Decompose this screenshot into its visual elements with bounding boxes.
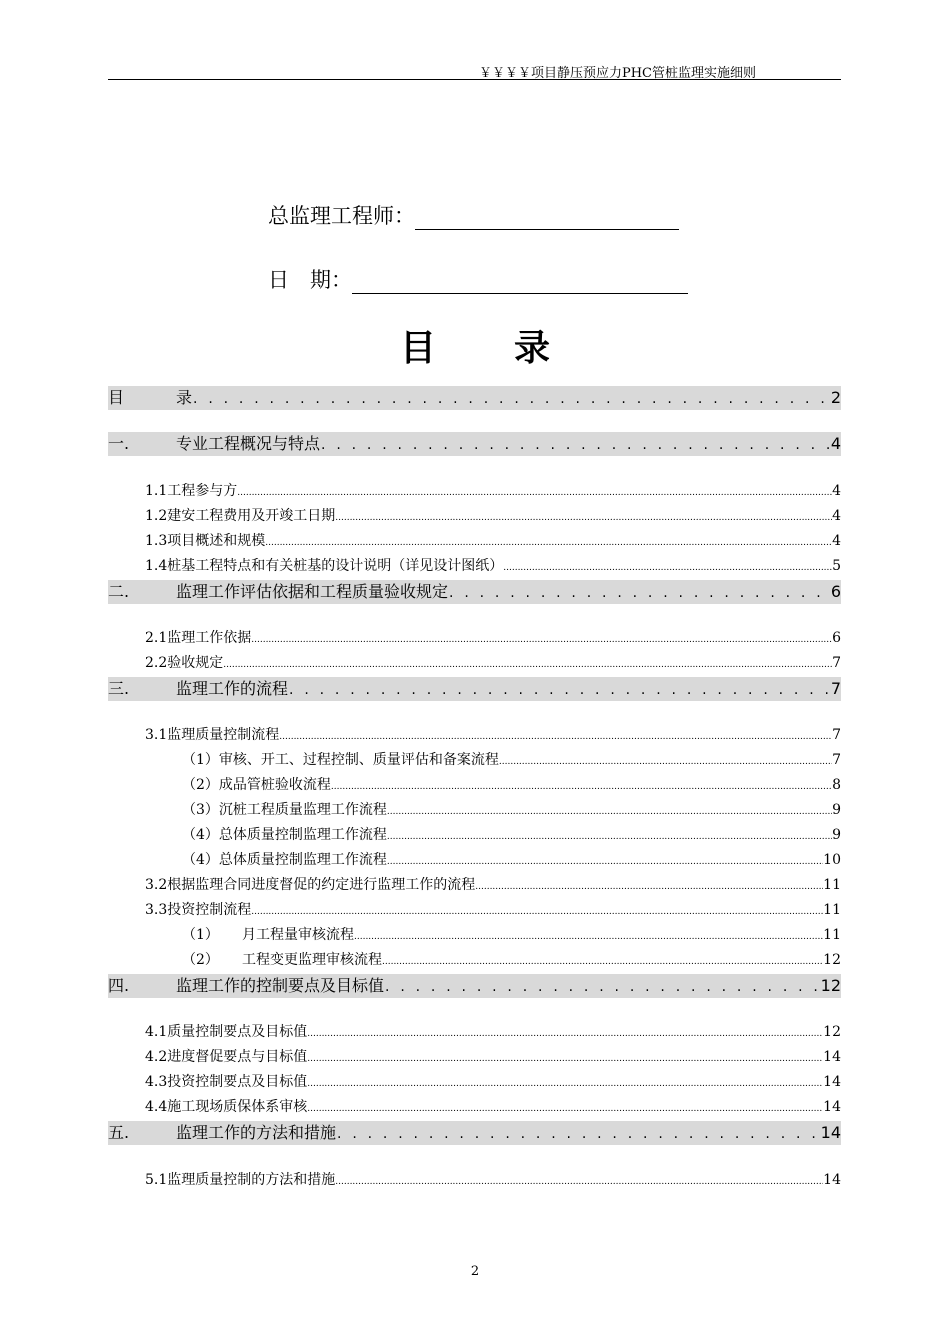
toc-label: 3.1监理质量控制流程 <box>145 727 280 743</box>
toc-leader <box>387 852 823 872</box>
toc-leader <box>382 952 823 972</box>
toc-leader <box>307 1074 823 1094</box>
toc-label: 月工程量审核流程 <box>242 927 354 943</box>
toc-leader <box>307 1024 823 1044</box>
toc-entry-l3[interactable] <box>182 925 841 945</box>
toc-page: 12 <box>823 952 841 968</box>
toc-page: 12 <box>820 976 841 995</box>
toc-leader <box>251 902 823 922</box>
page-number: 2 <box>470 1264 480 1279</box>
toc-entry-l1[interactable] <box>108 386 841 410</box>
toc-entry-l2[interactable] <box>145 1097 841 1117</box>
toc-leader <box>384 975 821 999</box>
toc-page: 4 <box>832 533 841 549</box>
toc-page: 9 <box>832 827 841 843</box>
toc-label: （2）成品管桩验收流程 <box>182 777 331 793</box>
toc-num: 五. <box>108 1123 130 1142</box>
toc-entry-l1[interactable] <box>108 974 841 998</box>
toc-leader <box>307 1099 823 1119</box>
toc-label: （3）沉桩工程质量监理工作流程 <box>182 802 387 818</box>
toc-page: 6 <box>830 582 841 601</box>
toc-leader <box>223 655 832 675</box>
toc-num: 目 <box>108 388 125 407</box>
toc-entry-l1[interactable] <box>108 432 841 456</box>
toc-entry-l3[interactable] <box>182 950 841 970</box>
toc-entry-l1[interactable] <box>108 580 841 604</box>
toc-label: 监理工作评估依据和工程质量验收规定 <box>176 582 449 601</box>
toc-page: 11 <box>823 927 841 943</box>
toc-label: （4）总体质量控制监理工作流程 <box>182 852 387 868</box>
toc-entry-l2[interactable] <box>145 481 841 501</box>
toc-label: 2.1监理工作依据 <box>145 630 252 646</box>
toc-label: （4）总体质量控制监理工作流程 <box>182 827 387 843</box>
toc-leader <box>331 777 832 797</box>
toc-entry-l2[interactable] <box>145 556 841 576</box>
toc-page: 14 <box>823 1074 841 1090</box>
toc-label: 4.2进度督促要点与目标值 <box>145 1049 308 1065</box>
toc-page: 8 <box>832 777 841 793</box>
toc-entry-l3[interactable] <box>182 850 841 870</box>
toc-leader <box>237 483 832 503</box>
toc-label: 专业工程概况与特点 <box>176 434 321 453</box>
toc-entry-l2[interactable] <box>145 875 841 895</box>
toc-label: 3.3投资控制流程 <box>145 902 252 918</box>
toc-entry-l2[interactable] <box>145 725 841 745</box>
toc-leader <box>448 581 831 605</box>
toc-page: 12 <box>823 1024 841 1040</box>
toc-entry-l2[interactable] <box>145 531 841 551</box>
toc-page: 14 <box>820 1123 841 1142</box>
toc-page: 5 <box>832 558 841 574</box>
toc-label: 录 <box>176 388 193 407</box>
toc-title: 目录 <box>399 328 628 369</box>
toc-leader <box>336 1122 821 1146</box>
toc-leader <box>503 558 832 578</box>
toc-entry-l2[interactable] <box>145 653 841 673</box>
date-label: 日 期： <box>268 268 352 292</box>
toc-label: 1.1工程参与方 <box>145 483 238 499</box>
toc-entry-l2[interactable] <box>145 1022 841 1042</box>
toc-label: 1.4桩基工程特点和有关桩基的设计说明（详见设计图纸） <box>145 558 504 574</box>
toc-label: 1.3项目概述和规模 <box>145 533 266 549</box>
toc-page: 14 <box>823 1049 841 1065</box>
toc-leader <box>192 387 831 411</box>
toc-leader <box>307 1049 823 1069</box>
engineer-signature-line <box>415 207 679 230</box>
toc-page: 11 <box>823 902 841 918</box>
toc-leader <box>335 1172 823 1192</box>
toc-leader <box>354 927 823 947</box>
header-rule <box>108 79 841 80</box>
toc-page: 4 <box>832 508 841 524</box>
toc-label: 2.2验收规定 <box>145 655 224 671</box>
toc-label: 4.1质量控制要点及目标值 <box>145 1024 308 1040</box>
toc-leader <box>288 678 831 702</box>
toc-num: 三. <box>108 679 130 698</box>
toc-page: 14 <box>823 1099 841 1115</box>
toc-page: 7 <box>830 679 841 698</box>
toc-entry-l2[interactable] <box>145 1047 841 1067</box>
toc-leader <box>279 727 832 747</box>
toc-label: （1）审核、开工、过程控制、质量评估和备案流程 <box>182 752 499 768</box>
toc-page: 2 <box>830 388 841 407</box>
toc-leader <box>265 533 832 553</box>
toc-num: （2） <box>182 952 219 968</box>
toc-label: 4.4施工现场质保体系审核 <box>145 1099 308 1115</box>
toc-label: 监理工作的控制要点及目标值 <box>176 976 385 995</box>
toc-page: 4 <box>832 483 841 499</box>
toc-leader <box>320 433 831 457</box>
toc-page: 7 <box>832 752 841 768</box>
toc-num: 四. <box>108 976 130 995</box>
toc-num: 一. <box>108 434 130 453</box>
toc-page: 6 <box>832 630 841 646</box>
toc-label: 5.1监理质量控制的方法和措施 <box>145 1172 336 1188</box>
toc-entry-l1[interactable] <box>108 677 841 701</box>
toc-entry-l1[interactable] <box>108 1121 841 1145</box>
toc-page: 11 <box>823 877 841 893</box>
toc-label: 3.2根据监理合同进度督促的约定进行监理工作的流程 <box>145 877 476 893</box>
engineer-label: 总监理工程师： <box>268 204 415 228</box>
toc-entry-l3[interactable] <box>182 825 841 845</box>
date-line <box>352 271 688 294</box>
toc-entry-l2[interactable] <box>145 1170 841 1190</box>
toc-entry-l2[interactable] <box>145 628 841 648</box>
toc-page: 9 <box>832 802 841 818</box>
toc-leader <box>475 877 823 897</box>
toc-label: 工程变更监理审核流程 <box>242 952 382 968</box>
toc-page: 7 <box>832 655 841 671</box>
toc-num: 二. <box>108 582 130 601</box>
toc-leader <box>335 508 832 528</box>
toc-label: 监理工作的流程 <box>176 679 289 698</box>
toc-entry-l2[interactable] <box>145 1072 841 1092</box>
toc-entry-l3[interactable] <box>182 800 841 820</box>
toc-entry-l2[interactable] <box>145 900 841 920</box>
date-row <box>268 264 688 294</box>
toc-num: （1） <box>182 927 219 943</box>
toc-page: 10 <box>823 852 841 868</box>
toc-entry-l3[interactable] <box>182 775 841 795</box>
toc-label: 1.2建安工程费用及开竣工日期 <box>145 508 336 524</box>
toc-label: 监理工作的方法和措施 <box>176 1123 337 1142</box>
engineer-signature-row <box>268 200 679 230</box>
toc-page: 14 <box>823 1172 841 1188</box>
toc-page: 7 <box>832 727 841 743</box>
toc-entry-l3[interactable] <box>182 750 841 770</box>
toc-leader <box>251 630 832 650</box>
toc-label: 4.3投资控制要点及目标值 <box>145 1074 308 1090</box>
running-header: ￥￥￥￥项目静压预应力PHC管桩监理实施细则 <box>478 66 756 81</box>
toc-leader <box>499 752 832 772</box>
toc-leader <box>387 827 832 847</box>
toc-entry-l2[interactable] <box>145 506 841 526</box>
toc-page: 4 <box>830 434 841 453</box>
toc-leader <box>387 802 832 822</box>
